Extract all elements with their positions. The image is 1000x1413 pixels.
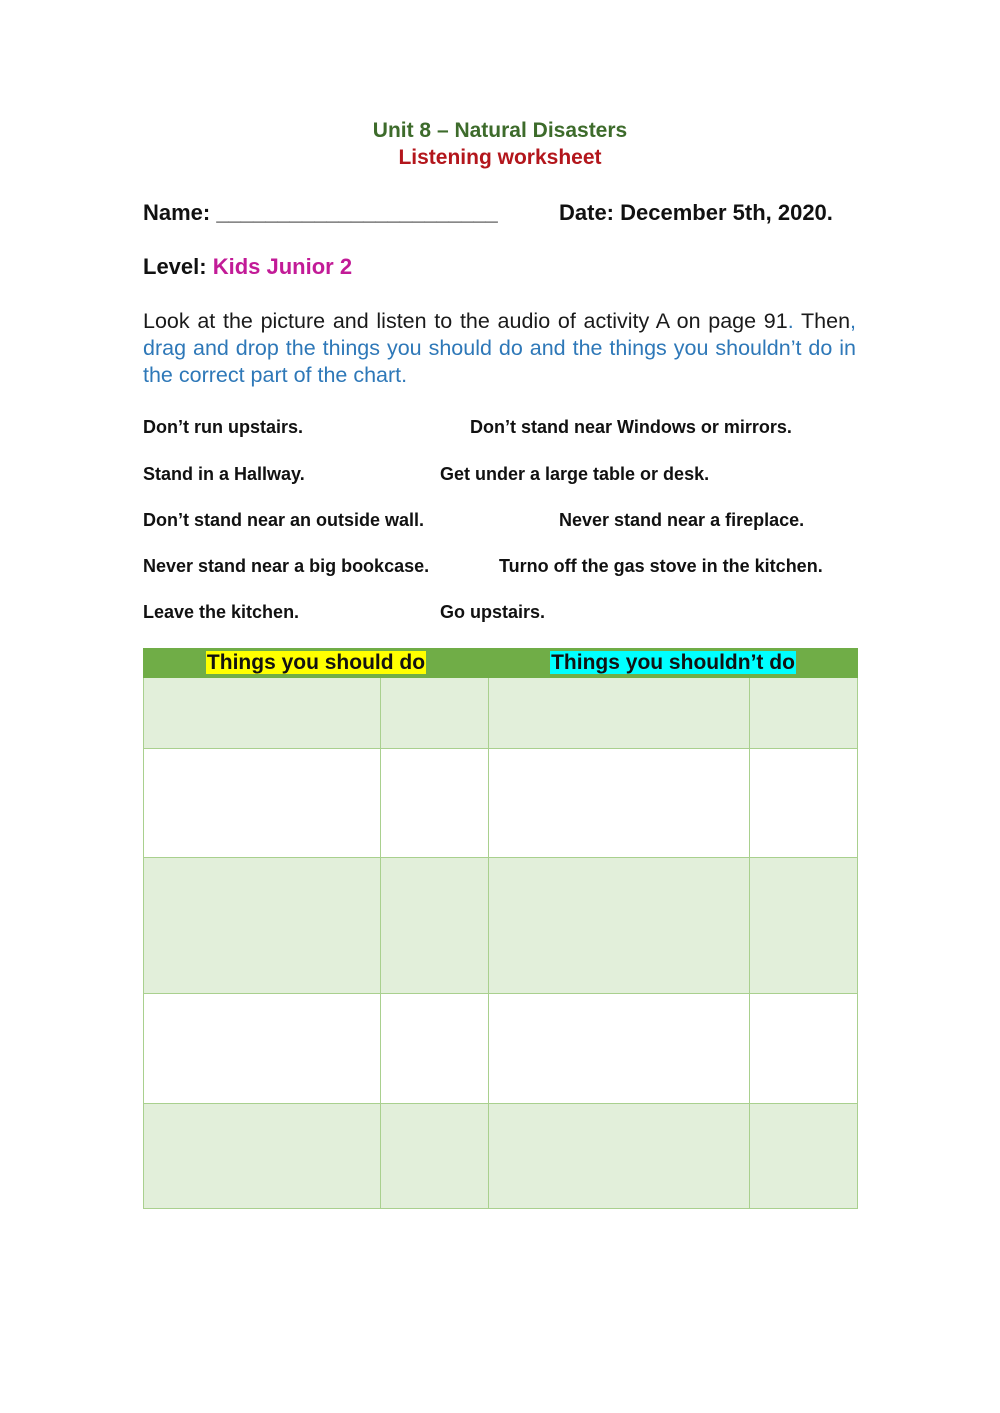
phrase-card[interactable]: Stand in a Hallway. bbox=[143, 464, 305, 484]
phrase-card[interactable]: Don’t run upstairs. bbox=[143, 417, 304, 437]
should-drop-zone[interactable] bbox=[144, 994, 381, 1104]
table-row bbox=[144, 678, 858, 749]
should-side-cell[interactable] bbox=[381, 1104, 489, 1209]
instructions-part-1: Look at the picture and listen to the audio of activity A on page 91 bbox=[143, 309, 788, 333]
shouldnt-side-cell[interactable] bbox=[750, 749, 858, 858]
worksheet-subtitle: Listening worksheet bbox=[398, 146, 602, 169]
shouldnt-drop-zone[interactable] bbox=[489, 1104, 750, 1209]
phrase-card[interactable]: Don’t stand near an outside wall. bbox=[143, 510, 425, 530]
phrase-card[interactable]: Don’t stand near Windows or mirrors. bbox=[470, 417, 792, 437]
phrase-card[interactable]: Get under a large table or desk. bbox=[440, 464, 710, 484]
table-row bbox=[144, 994, 858, 1104]
should-side-cell[interactable] bbox=[381, 994, 489, 1104]
sorting-chart bbox=[143, 648, 858, 1209]
phrase-card[interactable]: Leave the kitchen. bbox=[143, 602, 300, 622]
shouldnt-drop-zone[interactable] bbox=[489, 749, 750, 858]
phrase-card[interactable]: Go upstairs. bbox=[440, 602, 546, 622]
level-value: Kids Junior 2 bbox=[212, 254, 353, 279]
shouldnt-side-cell[interactable] bbox=[750, 994, 858, 1104]
phrase-card[interactable]: Turno off the gas stove in the kitchen. bbox=[499, 556, 823, 576]
should-side-cell[interactable] bbox=[381, 858, 489, 994]
level-line bbox=[143, 254, 352, 280]
unit-title: Unit 8 – Natural Disasters bbox=[372, 119, 628, 142]
chart-header-row bbox=[144, 649, 858, 678]
shouldnt-header: Things you shouldn’t do bbox=[551, 651, 795, 674]
should-drop-zone[interactable] bbox=[144, 749, 381, 858]
shouldnt-side-cell[interactable] bbox=[750, 1104, 858, 1209]
instructions-part-4: , drag and drop the things you should do and the things you shouldn’t do in the correct part of the chart. bbox=[143, 309, 857, 387]
shouldnt-side-cell[interactable] bbox=[750, 678, 858, 749]
should-drop-zone[interactable] bbox=[144, 1104, 381, 1209]
table-row bbox=[144, 858, 858, 994]
shouldnt-drop-zone[interactable] bbox=[489, 678, 750, 749]
instructions-part-3: Then bbox=[801, 309, 851, 333]
instructions-part-2: . bbox=[787, 309, 802, 333]
instructions-paragraph bbox=[143, 308, 856, 389]
should-side-cell[interactable] bbox=[381, 749, 489, 858]
shouldnt-header-cell bbox=[489, 649, 858, 678]
should-drop-zone[interactable] bbox=[144, 858, 381, 994]
date-label: Date: December 5th, 2020. bbox=[559, 200, 833, 225]
phrase-card[interactable]: Never stand near a fireplace. bbox=[559, 510, 805, 530]
level-label: Level: bbox=[143, 254, 213, 279]
should-header-cell bbox=[144, 649, 489, 678]
table-row bbox=[144, 749, 858, 858]
phrase-card[interactable]: Never stand near a big bookcase. bbox=[143, 556, 430, 576]
name-field: Name: _______________________ bbox=[143, 200, 498, 225]
should-side-cell[interactable] bbox=[381, 678, 489, 749]
shouldnt-drop-zone[interactable] bbox=[489, 994, 750, 1104]
shouldnt-drop-zone[interactable] bbox=[489, 858, 750, 994]
should-drop-zone[interactable] bbox=[144, 678, 381, 749]
should-header: Things you should do bbox=[206, 651, 426, 674]
shouldnt-side-cell[interactable] bbox=[750, 858, 858, 994]
table-row bbox=[144, 1104, 858, 1209]
